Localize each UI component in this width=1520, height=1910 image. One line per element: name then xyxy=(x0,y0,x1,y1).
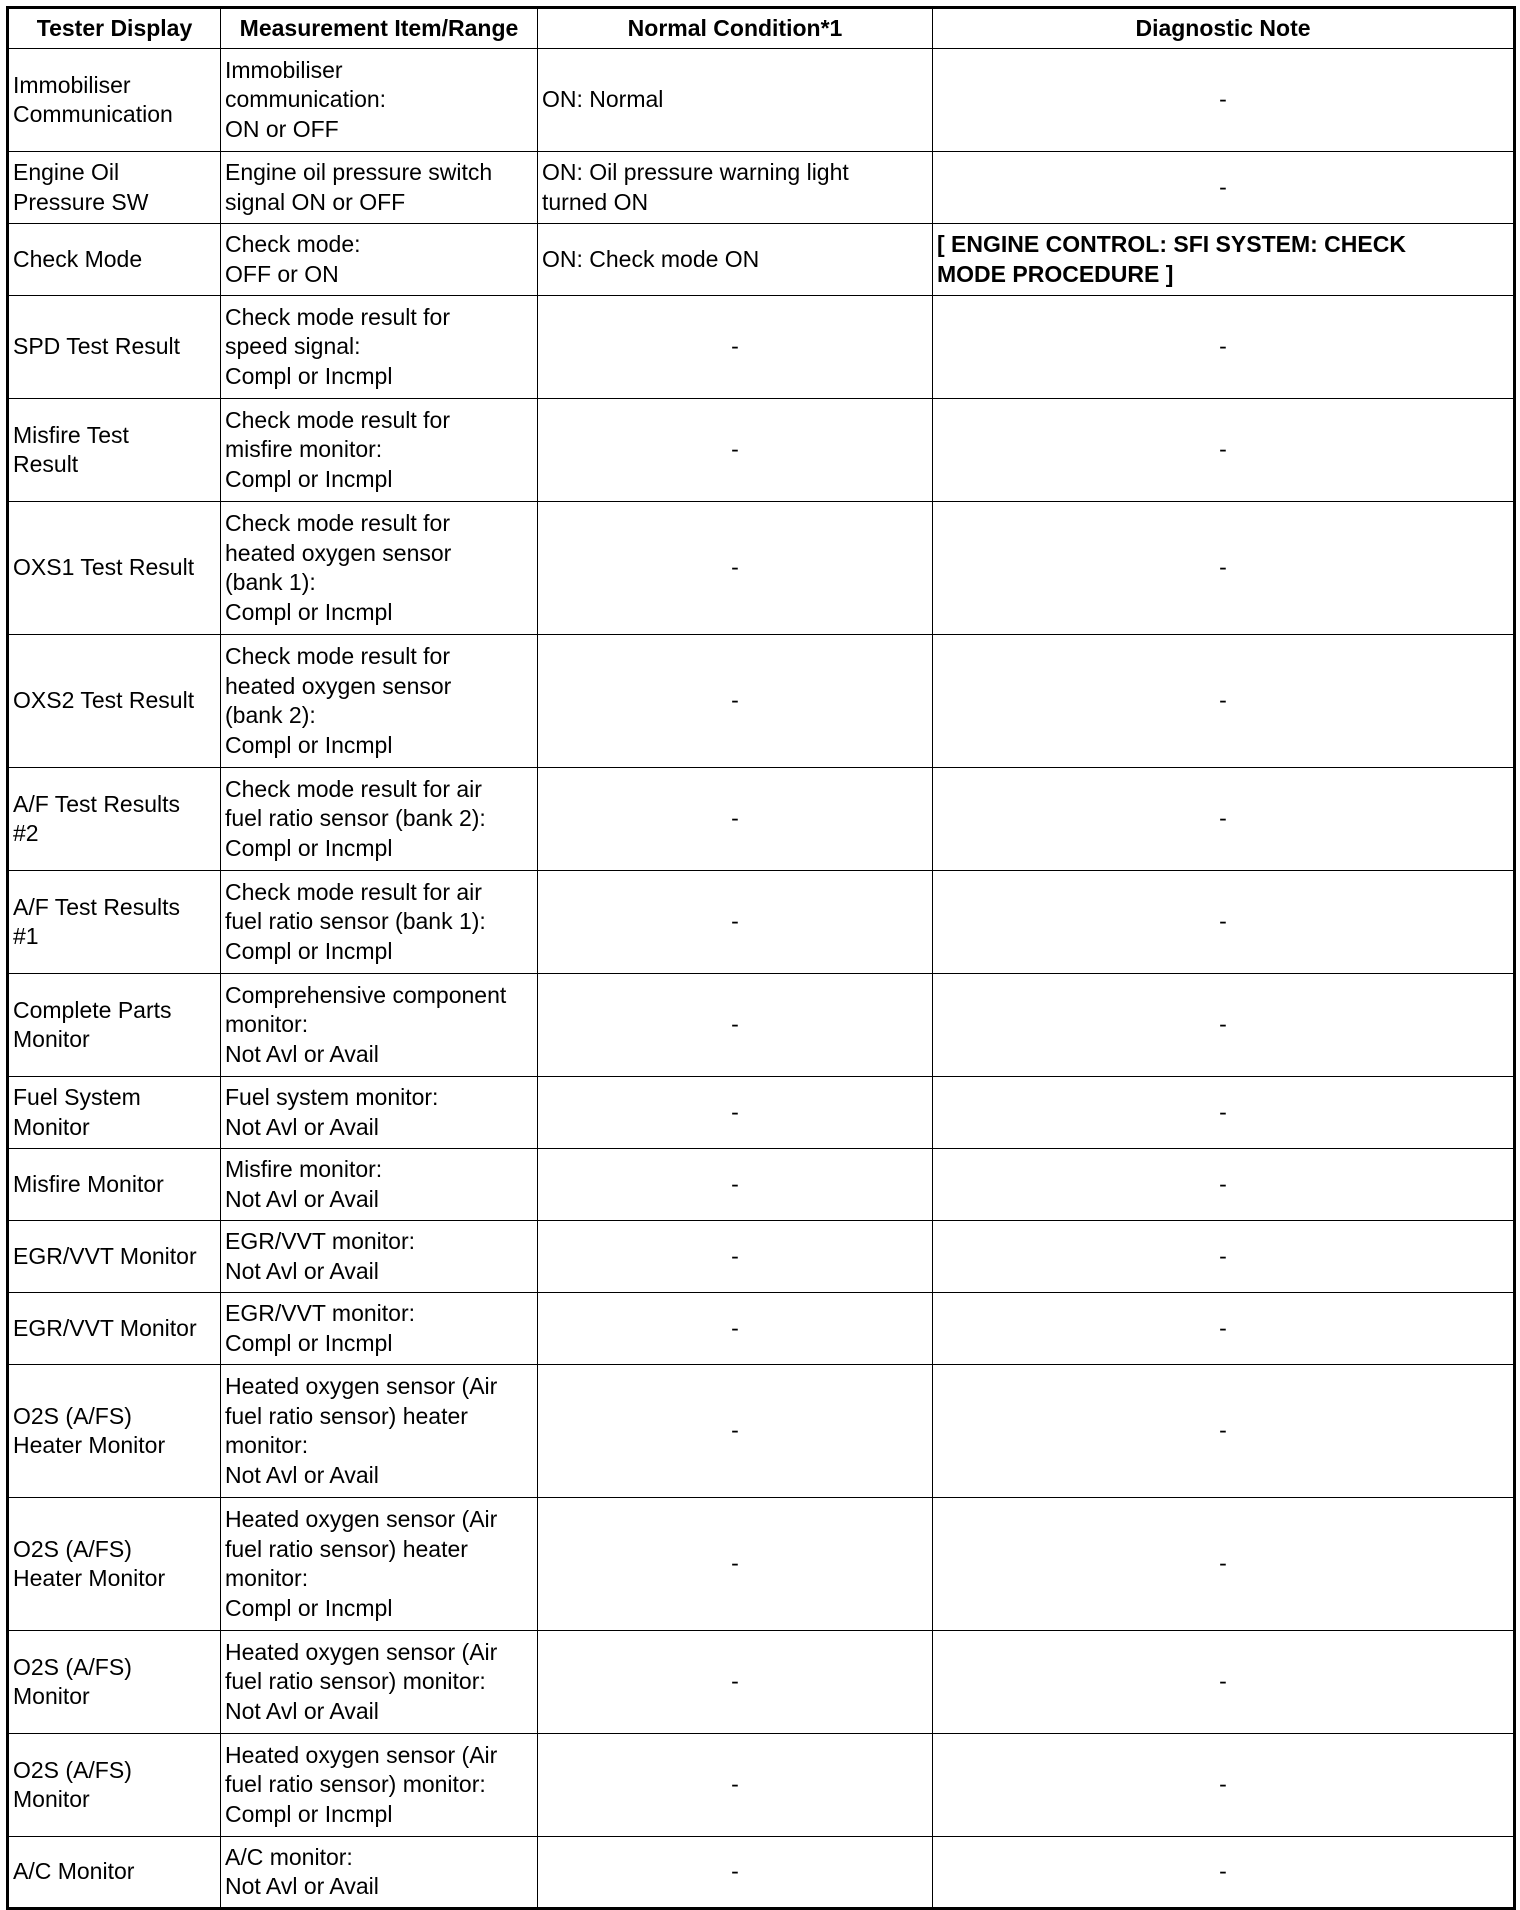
cell-diagnostic-note: - xyxy=(933,1149,1515,1221)
cell-diagnostic-note: - xyxy=(933,1498,1515,1631)
table-row xyxy=(8,49,1515,152)
header-normal-condition: Normal Condition*1 xyxy=(538,8,933,49)
table-row xyxy=(8,768,1515,871)
cell-normal-condition: - xyxy=(538,1837,933,1909)
cell-diagnostic-note: - xyxy=(933,296,1515,399)
header-measurement-item: Measurement Item/Range xyxy=(221,8,538,49)
cell-normal-condition: - xyxy=(538,399,933,502)
header-tester-display: Tester Display xyxy=(8,8,221,49)
cell-diagnostic-note: - xyxy=(933,635,1515,768)
cell-diagnostic-note: - xyxy=(933,502,1515,635)
table-row xyxy=(8,871,1515,974)
cell-diagnostic-note: - xyxy=(933,1365,1515,1498)
cell-measurement: Fuel system monitor: Not Avl or Avail xyxy=(221,1077,538,1149)
cell-tester-display: EGR/VVT Monitor xyxy=(8,1221,221,1293)
table-row xyxy=(8,1498,1515,1631)
cell-diagnostic-note: - xyxy=(933,152,1515,224)
cell-normal-condition: - xyxy=(538,1149,933,1221)
cell-tester-display: Misfire Monitor xyxy=(8,1149,221,1221)
cell-tester-display: A/F Test Results #1 xyxy=(8,871,221,974)
cell-measurement: EGR/VVT monitor: Compl or Incmpl xyxy=(221,1293,538,1365)
cell-measurement: Heated oxygen sensor (Air fuel ratio sensor) heater monitor: Not Avl or Avail xyxy=(221,1365,538,1498)
cell-normal-condition: ON: Normal xyxy=(538,49,933,152)
cell-diagnostic-note: - xyxy=(933,1837,1515,1909)
cell-tester-display: A/F Test Results #2 xyxy=(8,768,221,871)
cell-diagnostic-note: - xyxy=(933,974,1515,1077)
table-row xyxy=(8,1734,1515,1837)
cell-tester-display: Fuel System Monitor xyxy=(8,1077,221,1149)
cell-tester-display: O2S (A/FS) Heater Monitor xyxy=(8,1365,221,1498)
cell-tester-display: A/C Monitor xyxy=(8,1837,221,1909)
cell-measurement: Heated oxygen sensor (Air fuel ratio sensor) monitor: Compl or Incmpl xyxy=(221,1734,538,1837)
cell-diagnostic-note-link[interactable]: [ ENGINE CONTROL: SFI SYSTEM: CHECK MODE PROCEDURE ] xyxy=(933,224,1515,296)
cell-tester-display: EGR/VVT Monitor xyxy=(8,1293,221,1365)
cell-tester-display: SPD Test Result xyxy=(8,296,221,399)
cell-diagnostic-note: - xyxy=(933,1631,1515,1734)
cell-measurement: Check mode result for heated oxygen sensor (bank 1): Compl or Incmpl xyxy=(221,502,538,635)
table-row xyxy=(8,152,1515,224)
cell-normal-condition: - xyxy=(538,871,933,974)
table-row xyxy=(8,1293,1515,1365)
cell-normal-condition: - xyxy=(538,1631,933,1734)
cell-normal-condition: - xyxy=(538,502,933,635)
table-row xyxy=(8,635,1515,768)
cell-measurement: A/C monitor: Not Avl or Avail xyxy=(221,1837,538,1909)
cell-measurement: Check mode result for air fuel ratio sensor (bank 2): Compl or Incmpl xyxy=(221,768,538,871)
table-row xyxy=(8,1149,1515,1221)
cell-tester-display: OXS1 Test Result xyxy=(8,502,221,635)
header-diagnostic-note: Diagnostic Note xyxy=(933,8,1515,49)
table-header-row xyxy=(8,8,1515,49)
table-row xyxy=(8,502,1515,635)
cell-measurement: Misfire monitor: Not Avl or Avail xyxy=(221,1149,538,1221)
cell-measurement: Heated oxygen sensor (Air fuel ratio sensor) heater monitor: Compl or Incmpl xyxy=(221,1498,538,1631)
table-row xyxy=(8,224,1515,296)
table-row xyxy=(8,296,1515,399)
cell-measurement: Immobiliser communication: ON or OFF xyxy=(221,49,538,152)
cell-tester-display: O2S (A/FS) Heater Monitor xyxy=(8,1498,221,1631)
cell-tester-display: Misfire Test Result xyxy=(8,399,221,502)
cell-normal-condition: - xyxy=(538,1221,933,1293)
cell-normal-condition: - xyxy=(538,1293,933,1365)
cell-measurement: EGR/VVT monitor: Not Avl or Avail xyxy=(221,1221,538,1293)
cell-measurement: Check mode result for heated oxygen sensor (bank 2): Compl or Incmpl xyxy=(221,635,538,768)
cell-diagnostic-note: - xyxy=(933,1293,1515,1365)
table-row xyxy=(8,1837,1515,1909)
cell-normal-condition: - xyxy=(538,296,933,399)
cell-normal-condition: - xyxy=(538,635,933,768)
cell-tester-display: Engine Oil Pressure SW xyxy=(8,152,221,224)
cell-normal-condition: ON: Check mode ON xyxy=(538,224,933,296)
cell-tester-display: Immobiliser Communication xyxy=(8,49,221,152)
cell-tester-display: Check Mode xyxy=(8,224,221,296)
cell-tester-display: Complete Parts Monitor xyxy=(8,974,221,1077)
cell-diagnostic-note: - xyxy=(933,871,1515,974)
cell-diagnostic-note: - xyxy=(933,1077,1515,1149)
cell-measurement: Check mode result for misfire monitor: Compl or Incmpl xyxy=(221,399,538,502)
cell-normal-condition: - xyxy=(538,1365,933,1498)
cell-diagnostic-note: - xyxy=(933,1221,1515,1293)
cell-measurement: Check mode: OFF or ON xyxy=(221,224,538,296)
cell-tester-display: O2S (A/FS) Monitor xyxy=(8,1631,221,1734)
cell-diagnostic-note: - xyxy=(933,399,1515,502)
cell-diagnostic-note: - xyxy=(933,768,1515,871)
cell-tester-display: O2S (A/FS) Monitor xyxy=(8,1734,221,1837)
cell-tester-display: OXS2 Test Result xyxy=(8,635,221,768)
cell-normal-condition: ON: Oil pressure warning light turned ON xyxy=(538,152,933,224)
cell-normal-condition: - xyxy=(538,1498,933,1631)
table-row xyxy=(8,1077,1515,1149)
cell-diagnostic-note: - xyxy=(933,1734,1515,1837)
cell-diagnostic-note: - xyxy=(933,49,1515,152)
table-row xyxy=(8,1631,1515,1734)
cell-measurement: Comprehensive component monitor: Not Avl or Avail xyxy=(221,974,538,1077)
cell-measurement: Check mode result for speed signal: Compl or Incmpl xyxy=(221,296,538,399)
cell-normal-condition: - xyxy=(538,1734,933,1837)
cell-normal-condition: - xyxy=(538,768,933,871)
cell-normal-condition: - xyxy=(538,1077,933,1149)
cell-measurement: Heated oxygen sensor (Air fuel ratio sensor) monitor: Not Avl or Avail xyxy=(221,1631,538,1734)
cell-normal-condition: - xyxy=(538,974,933,1077)
table-row xyxy=(8,1221,1515,1293)
table-row xyxy=(8,974,1515,1077)
cell-measurement: Engine oil pressure switch signal ON or OFF xyxy=(221,152,538,224)
table-row xyxy=(8,1365,1515,1498)
tester-data-table xyxy=(6,6,1516,1910)
table-row xyxy=(8,399,1515,502)
cell-measurement: Check mode result for air fuel ratio sensor (bank 1): Compl or Incmpl xyxy=(221,871,538,974)
